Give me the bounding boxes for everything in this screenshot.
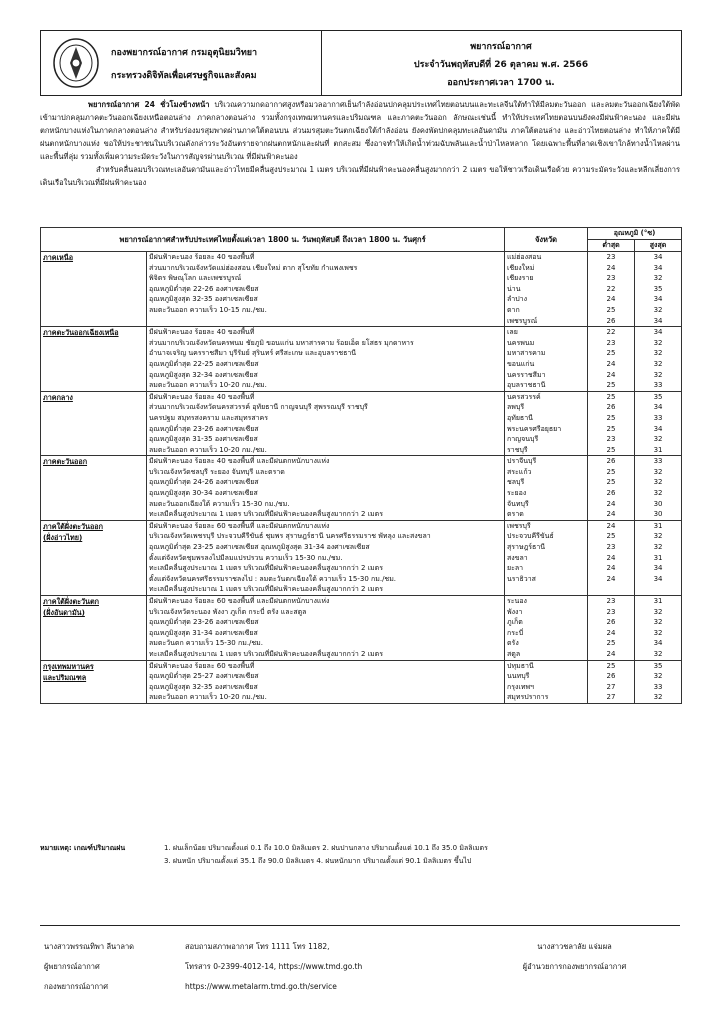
province-cell (505, 327, 588, 392)
forecast-line: ส่วนมากบริเวณจังหวัดนครพนม ชัยภูมิ ขอนแก่น มหาสารคาม ร้อยเอ็ด ยโสธร มุกดาหาร (149, 338, 414, 347)
forecaster-block (44, 937, 134, 997)
province-name: ลพบุรี (507, 403, 525, 412)
forecast-line: มีฝนฟ้าคะนอง ร้อยละ 40 ของพื้นที่ (149, 392, 255, 401)
min-temp: 25 (606, 305, 616, 314)
province-name: ขอนแก่น (507, 359, 535, 368)
max-temp: 33 (653, 682, 663, 691)
forecaster-role: ผู้พยากรณ์อากาศ (44, 962, 100, 971)
min-temp: 25 (606, 661, 616, 670)
max-temp: 34 (653, 403, 663, 412)
province-name: มหาสารคาม (507, 349, 546, 358)
min-temp: 25 (606, 413, 616, 422)
province-name: กระบี่ (507, 628, 524, 637)
province-name: นราธิวาส (507, 574, 536, 583)
max-temp: 30 (653, 499, 663, 508)
province-name: น่าน (507, 284, 521, 293)
region-forecast-cell (147, 520, 505, 595)
notes-line-1: 1. ฝนเล็กน้อย ปริมาณตั้งแต่ 0.1 ถึง 10.0 มิลลิเมตร 2. ฝนปานกลาง ปริมาณตั้งแต่ 10.1 ถึง 35.0 มิลลิเมตร (164, 844, 488, 852)
max-temp: 33 (653, 413, 663, 422)
min-temp: 26 (606, 618, 616, 627)
forecast-line: อุณหภูมิต่ำสุด 24-26 องศาเซลเซียส (149, 478, 259, 487)
min-temp: 25 (606, 381, 616, 390)
min-temp: 24 (606, 553, 616, 562)
region-forecast-cell (147, 456, 505, 521)
sea-line: ความระมัดระวังและหลีกเลี่ยงการเดินเรือในบริเวณที่มีฝนฟ้าคะนอง (40, 165, 680, 187)
forecast-title: พยากรณ์อากาศ (470, 42, 532, 52)
province-name: เพชรบูรณ์ (507, 316, 538, 325)
min-temp: 23 (606, 597, 616, 605)
region-name: (ฝั่งอ่าวไทย) (43, 532, 83, 542)
contact-phone: สอบถามสภาพอากาศ โทร 1111 โทร 1182, (185, 942, 330, 951)
forecast-line: อุณหภูมิสูงสุด 32-34 องศาเซลเซียส (149, 370, 258, 379)
region-name-cell (41, 252, 147, 327)
region-row (41, 660, 682, 703)
footer-separator (40, 925, 680, 926)
forecast-table-body (41, 252, 682, 704)
forecast-line: อุณหภูมิต่ำสุด 22-26 องศาเซลเซียส (149, 284, 259, 293)
province-header: จังหวัด (505, 228, 588, 252)
province-name: ระยอง (507, 489, 527, 498)
province-name: แม่ฮ่องสอน (507, 253, 542, 261)
min-temp: 24 (606, 295, 616, 304)
max-temp: 32 (653, 628, 663, 637)
org-line-1: กองพยากรณ์อากาศ กรมอุตุนิยมวิทยา (111, 48, 258, 58)
forecast-line: อุณหภูมิสูงสุด 32-35 องศาเซลเซียส (149, 682, 258, 691)
forecaster-dept: กองพยากรณ์อากาศ (44, 982, 109, 991)
min-temp: 24 (606, 574, 616, 583)
max-temp-cell (635, 391, 682, 456)
region-forecast-cell (147, 252, 505, 327)
region-name: และปริมณฑล (43, 672, 87, 682)
max-temp: 32 (653, 274, 663, 283)
max-temp: 32 (653, 489, 663, 498)
forecast-line: ลมตะวันออก ความเร็ว 10-15 กม./ชม. (149, 305, 267, 314)
notes-line-2: 3. ฝนหนัก ปริมาณตั้งแต่ 35.1 ถึง 90.0 มิลลิเมตร 4. ฝนหนักมาก ปริมาณตั้งแต่ 90.1 มิลลิเมตร ขึ้นไป (164, 857, 472, 865)
region-name-cell (41, 327, 147, 392)
province-name: ยะลา (507, 564, 524, 573)
min-temp: 22 (606, 328, 616, 337)
min-temp: 23 (606, 607, 616, 616)
region-name: ภาคตะวันออกเฉียงเหนือ (43, 328, 119, 338)
max-temp: 32 (653, 349, 663, 358)
max-temp: 32 (653, 693, 663, 702)
province-name: เลย (507, 328, 518, 337)
region-forecast-cell (147, 660, 505, 703)
max-temp: 33 (653, 457, 663, 466)
region-row (41, 456, 682, 521)
max-temp-cell (635, 596, 682, 661)
max-temp: 34 (653, 316, 663, 325)
max-temp: 34 (653, 263, 663, 272)
province-name: ปทุมธานี (507, 661, 534, 670)
forecast-line: มีฝนฟ้าคะนอง ร้อยละ 40 ของพื้นที่ (149, 253, 255, 261)
sea-line: สำหรับคลื่นลมบริเวณทะเลอันดามันและอ่าวไทยมีคลื่นสูงประมาณ 1 เมตร บริเวณที่มีฝนฟ้าคะนองคลื่นสูงมากกว่า 2 เมตร ขอให้ชาวเรือเดินเรือด้วย (96, 165, 570, 174)
forecast-line: อุณหภูมิต่ำสุด 25-27 องศาเซลเซียส (149, 672, 259, 681)
department-seal-icon (51, 37, 101, 89)
contact-block (185, 937, 362, 997)
region-forecast-cell (147, 596, 505, 661)
province-name: สตูล (507, 649, 521, 658)
min-temp: 24 (606, 499, 616, 508)
province-name: กรุงเทพฯ (507, 682, 534, 691)
max-temp: 33 (653, 381, 663, 390)
org-line-2: กระทรวงดิจิทัลเพื่อเศรษฐกิจและสังคม (111, 71, 257, 81)
max-temp: 34 (653, 639, 663, 648)
intro-line: ตกสะสม ซึ่งอาจทำให้เกิดน้ำท่วมฉับพลันและน้ำป่าไหลหลาก โดยเฉพาะพื้นที่ลาดเชิงเขาใกล้ทางน้ำไหลผ่านและพื้นที่ลุ่ม รวมทั้งเพิ่มความระมัดระวังในการสัญจรผ่านบริเวณ (40, 139, 680, 161)
director-role: ผู้อำนวยการกองพยากรณ์อากาศ (522, 962, 627, 971)
province-name: สมุทรปราการ (507, 693, 549, 702)
notes-label: หมายเหตุ: เกณฑ์ปริมาณฝน (40, 844, 126, 852)
forecast-line: ลมตะวันตก ความเร็ว 15-30 กม./ชม. (149, 639, 263, 648)
intro-line: บริเวณความกดอากาศสูงหรือมวลอากาศเย็นกำลังอ่อนปกคลุมประเทศไทยตอนบนและทะเลจีนใต้ทำให้มีลมตะวันออก (214, 100, 587, 109)
min-temp: 24 (606, 370, 616, 379)
max-temp: 35 (653, 661, 663, 670)
forecast-line: พิจิตร พิษณุโลก และเพชรบูรณ์ (149, 274, 242, 283)
forecaster-name: นางสาวพรรณทิพา ลีนาลาด (44, 942, 135, 951)
province-name: สระแก้ว (507, 467, 532, 476)
forecast-line: ทะเลมีคลื่นสูงประมาณ 1 เมตร บริเวณที่มีฝนฟ้าคะนองคลื่นสูงมากกว่า 2 เมตร (149, 564, 383, 573)
max-temp: 35 (653, 392, 663, 401)
forecast-line: ลมตะวันออก ความเร็ว 10-20 กม./ชม. (149, 693, 267, 702)
region-name: กรุงเทพมหานคร (43, 661, 94, 671)
forecast-line: ตั้งแต่จังหวัดชุมพรลงไปมีลมแปรปรวน ความเร็ว 15-30 กม./ชม. (149, 553, 343, 562)
min-temp: 24 (606, 628, 616, 637)
province-name: เชียงราย (507, 274, 534, 283)
max-temp-cell (635, 327, 682, 392)
intro-line: และลมตะวันออกเฉียงใต้พัดเข้ามาปกคลุมภาคตะวันออกเฉียงเหนือตอนล่าง ภาคกลางตอนล่าง รวมทั้งกรุงเทพมหานครและปริมณฑล และภาคตะวันออก ลักษณะเช่นนี้ (40, 100, 681, 122)
min-temp (590, 584, 632, 595)
forecast-line: นครปฐม สมุทรสงคราม และสมุทรสาคร (149, 413, 269, 422)
min-temp: 25 (606, 467, 616, 476)
intro-line: ที่มีฝนฟ้าคะนอง (246, 152, 298, 161)
max-temp: 31 (653, 445, 663, 454)
min-temp: 25 (606, 424, 616, 433)
min-temp: 25 (606, 392, 616, 401)
province-name: สงขลา (507, 553, 528, 562)
forecast-line: บริเวณจังหวัดเพชรบุรี ประจวบคีรีขันธ์ ชุมพร สุราษฎร์ธานี นครศรีธรรมราช พัทลุง และสงขลา (149, 532, 431, 541)
forecast-line: อำนาจเจริญ นครราชสีมา บุรีรัมย์ สุรินทร์ ศรีสะเกษ และอุบลราชธานี (149, 349, 357, 358)
forecast-line: อุณหภูมิสูงสุด 31-35 องศาเซลเซียส (149, 435, 258, 444)
sea-paragraph (40, 163, 680, 189)
forecast-line: ลมตะวันออก ความเร็ว 10-20 กม./ชม. (149, 445, 267, 454)
forecast-line: มีฝนฟ้าคะนอง ร้อยละ 40 ของพื้นที่ และมีฝนตกหนักบางแห่ง (149, 457, 330, 466)
forecast-line: ทะเลมีคลื่นสูงประมาณ 1 เมตร บริเวณที่มีฝนฟ้าคะนองคลื่นสูงมากกว่า 2 เมตร (149, 510, 383, 519)
min-temp: 24 (606, 263, 616, 272)
max-temp: 34 (653, 424, 663, 433)
max-temp: 31 (653, 597, 663, 605)
min-temp: 26 (606, 489, 616, 498)
min-temp: 23 (606, 338, 616, 347)
province-name: นนทบุรี (507, 672, 530, 681)
forecast-line: ทะเลมีคลื่นสูงประมาณ 1 เมตร บริเวณที่มีฝนฟ้าคะนองคลื่นสูงมากกว่า 2 เมตร (149, 649, 383, 658)
min-temp: 23 (606, 253, 616, 261)
forecast-line: ส่วนมากบริเวณจังหวัดแม่ฮ่องสอน เชียงใหม่ ตาก สุโขทัย กำแพงเพชร (149, 263, 358, 272)
region-name: ภาคตะวันออก (43, 457, 88, 467)
max-temp (637, 584, 679, 595)
max-temp: 32 (653, 370, 663, 379)
contact-service-link[interactable]: https://www.metalarm.tmd.go.th/service (185, 982, 337, 991)
province-name: ระนอง (507, 597, 527, 605)
max-temp: 31 (653, 553, 663, 562)
min-temp-cell (588, 327, 635, 392)
max-temp: 32 (653, 543, 663, 552)
forecast-line: อุณหภูมิต่ำสุด 23-26 องศาเซลเซียส (149, 618, 259, 627)
province-cell (505, 660, 588, 703)
forecast-line: มีฝนฟ้าคะนอง ร้อยละ 60 ของพื้นที่ (149, 661, 255, 670)
region-forecast-cell (147, 327, 505, 392)
max-temp: 32 (653, 607, 663, 616)
forecast-line: อุณหภูมิต่ำสุด 23-25 องศาเซลเซียส อุณหภูมิสูงสุด 31-34 องศาเซลเซียส (149, 543, 370, 552)
max-temp: 31 (653, 521, 663, 530)
max-temp: 34 (653, 295, 663, 304)
province-name: นครพนม (507, 338, 535, 347)
forecast-line: อุณหภูมิสูงสุด 32-35 องศาเซลเซียส (149, 295, 258, 304)
province-name: เพชรบุรี (507, 521, 531, 530)
max-temp-header: สูงสุด (635, 240, 682, 252)
province-name: ภูเก็ต (507, 618, 523, 627)
min-temp-cell (588, 660, 635, 703)
max-temp: 35 (653, 284, 663, 293)
max-temp: 32 (653, 435, 663, 444)
max-temp-cell (635, 456, 682, 521)
min-temp: 22 (606, 284, 616, 293)
max-temp: 32 (653, 467, 663, 476)
forecast-line: บริเวณจังหวัดระนอง พังงา ภูเก็ต กระบี่ ตรัง และสตูล (149, 607, 307, 616)
max-temp: 32 (653, 359, 663, 368)
province-name: พังงา (507, 607, 523, 616)
max-temp: 32 (653, 478, 663, 487)
issue-time: ออกประกาศเวลา 1700 น. (447, 78, 555, 88)
contact-fax-web[interactable]: โทรสาร 0-2399-4012-14, https://www.tmd.go.th (185, 962, 363, 971)
region-row (41, 327, 682, 392)
province-name: จันทบุรี (507, 499, 529, 508)
region-name: (ฝั่งอันดามัน) (43, 608, 85, 617)
min-temp: 24 (606, 359, 616, 368)
min-temp: 26 (606, 672, 616, 681)
max-temp-cell (635, 660, 682, 703)
forecast-line: บริเวณจังหวัดชลบุรี ระยอง จันทบุรี และตราด (149, 467, 285, 476)
max-temp: 32 (653, 618, 663, 627)
region-name-cell (41, 520, 147, 595)
region-name: ภาคใต้ฝั่งตะวันตก (43, 597, 99, 606)
intro-line: ทำให้ประเทศไทยตอนบนยังคงมีฝนฟ้าคะนอง และมีฝนตกหนักบางแห่งในภาคกลางตอนล่าง สำหรับร่องมรสุมพาดผ่านภาคใต้ตอนบน ส่วนมรสุมตะวันตกเฉียงใต้กำลังอ่อน (40, 113, 681, 135)
min-temp: 24 (606, 564, 616, 573)
min-temp-cell (588, 252, 635, 327)
min-temp: 24 (606, 521, 616, 530)
region-row (41, 391, 682, 456)
min-temp: 25 (606, 639, 616, 648)
director-name: นางสาวชลาลัย แจ่มผล (537, 942, 612, 951)
province-name: นครสวรรค์ (507, 392, 541, 401)
max-temp: 34 (653, 253, 663, 261)
min-temp: 24 (606, 510, 616, 519)
max-temp-cell (635, 520, 682, 595)
province-name: ตรัง (507, 639, 519, 648)
region-row (41, 520, 682, 595)
min-temp: 23 (606, 274, 616, 283)
forecast-line: ลมตะวันออกเฉียงใต้ ความเร็ว 15-30 กม./ชม. (149, 499, 290, 508)
table-title: พยากรณ์อากาศสำหรับประเทศไทยตั้งแต่เวลา 1800 น. วันพฤหัสบดี ถึงเวลา 1800 น. วันศุกร์ (41, 228, 505, 252)
min-temp-cell (588, 596, 635, 661)
min-temp: 23 (606, 543, 616, 552)
region-row (41, 252, 682, 327)
province-name: นครราชสีมา (507, 370, 546, 379)
province-name: อุบลราชธานี (507, 381, 546, 390)
region-name-cell (41, 596, 147, 661)
province-name: ตราด (507, 510, 524, 519)
province-name: ปราจีนบุรี (507, 457, 537, 466)
max-temp: 32 (653, 338, 663, 347)
forecast-table (40, 227, 682, 704)
province-cell (505, 252, 588, 327)
min-temp: 25 (606, 532, 616, 541)
intro-lead: พยากรณ์อากาศ 24 ชั่วโมงข้างหน้า (88, 100, 210, 109)
region-forecast-cell (147, 391, 505, 456)
intro-paragraph (40, 98, 680, 189)
region-row (41, 596, 682, 661)
forecast-line: ลมตะวันออก ความเร็ว 10-20 กม./ชม. (149, 381, 267, 390)
min-temp: 24 (606, 649, 616, 658)
province-cell (505, 520, 588, 595)
max-temp: 34 (653, 328, 663, 337)
province-name: สุราษฎร์ธานี (507, 543, 546, 552)
province-name: พระนครศรีอยุธยา (507, 424, 562, 433)
max-temp: 32 (653, 532, 663, 541)
region-name: ภาคใต้ฝั่งตะวันออก (43, 521, 103, 531)
min-temp: 26 (606, 403, 616, 412)
forecast-line: มีฝนฟ้าคะนอง ร้อยละ 40 ของพื้นที่ (149, 328, 255, 337)
min-temp: 27 (606, 693, 616, 702)
province-cell (505, 456, 588, 521)
province-name: ตาก (507, 305, 520, 314)
province-cell (505, 391, 588, 456)
forecast-date: ประจำวันพฤหัสบดีที่ 26 ตุลาคม พ.ศ. 2566 (413, 60, 589, 70)
min-temp-header: ต่ำสุด (588, 240, 635, 252)
intro-lines (40, 98, 680, 163)
min-temp: 23 (606, 435, 616, 444)
region-name-cell (41, 456, 147, 521)
province-name: ประจวบคีรีขันธ์ (507, 532, 554, 541)
max-temp: 32 (653, 672, 663, 681)
province-cell (505, 596, 588, 661)
province-name: อุทัยธานี (507, 413, 533, 422)
min-temp-cell (588, 456, 635, 521)
min-temp-cell (588, 520, 635, 595)
header-org-panel (41, 31, 322, 95)
forecast-line: ส่วนมากบริเวณจังหวัดนครสวรรค์ อุทัยธานี กาญจนบุรี สุพรรณบุรี ราชบุรี (149, 403, 368, 412)
forecast-line: อุณหภูมิสูงสุด 30-34 องศาเซลเซียส (149, 489, 258, 498)
province-name: กาญจนบุรี (507, 435, 539, 444)
min-temp-cell (588, 391, 635, 456)
forecast-line: มีฝนฟ้าคะนอง ร้อยละ 60 ของพื้นที่ และมีฝนตกหนักบางแห่ง (149, 597, 330, 605)
max-temp: 32 (653, 305, 663, 314)
max-temp: 34 (653, 564, 663, 573)
province-name (507, 584, 585, 595)
min-temp: 26 (606, 316, 616, 325)
forecast-line: มีฝนฟ้าคะนอง ร้อยละ 60 ของพื้นที่ และมีฝนตกหนักบางแห่ง (149, 521, 330, 530)
forecast-line (149, 316, 502, 327)
min-temp: 25 (606, 478, 616, 487)
header-box (40, 30, 682, 96)
forecast-line: ทะเลมีคลื่นสูงประมาณ 1 เมตร บริเวณที่มีฝนฟ้าคะนองคลื่นสูงมากกว่า 2 เมตร (149, 585, 383, 594)
intro-line: ยังคงพัดปกคลุมทะเลอันดามัน ภาคใต้ตอนล่าง และอ่าวไทยตอนล่าง ทำให้ภาคใต้มีฝนตกหนักบางแห่ง ขอให้ประชาชนในบริเวณดังกล่าวระวังอันตรายจากฝนตกหนักและฝนที่ (40, 126, 681, 148)
min-temp: 25 (606, 445, 616, 454)
min-temp: 27 (606, 682, 616, 691)
forecast-line: อุณหภูมิสูงสุด 31-34 องศาเซลเซียส (149, 628, 258, 637)
region-name: ภาคเหนือ (43, 253, 74, 262)
region-name: ภาคกลาง (43, 392, 73, 402)
max-temp: 30 (653, 510, 663, 519)
temp-header: อุณหภูมิ (°ซ) (588, 228, 682, 240)
province-name: ราชบุรี (507, 445, 528, 454)
region-name-cell (41, 391, 147, 456)
region-name-cell (41, 660, 147, 703)
forecast-line: อุณหภูมิต่ำสุด 23-26 องศาเซลเซียส (149, 424, 259, 433)
forecast-line: ตั้งแต่จังหวัดนครศรีธรรมราชลงไป : ลมตะวันตกเฉียงใต้ ความเร็ว 15-30 กม./ชม. (149, 574, 397, 583)
director-block (487, 937, 662, 977)
min-temp: 26 (606, 457, 616, 466)
max-temp: 32 (653, 649, 663, 658)
province-name: เชียงใหม่ (507, 263, 535, 272)
max-temp: 34 (653, 574, 663, 583)
max-temp-cell (635, 252, 682, 327)
min-temp: 25 (606, 349, 616, 358)
province-name: ลำปาง (507, 295, 528, 304)
province-name: ชลบุรี (507, 478, 525, 487)
forecast-line: อุณหภูมิต่ำสุด 22-25 องศาเซลเซียส (149, 359, 259, 368)
